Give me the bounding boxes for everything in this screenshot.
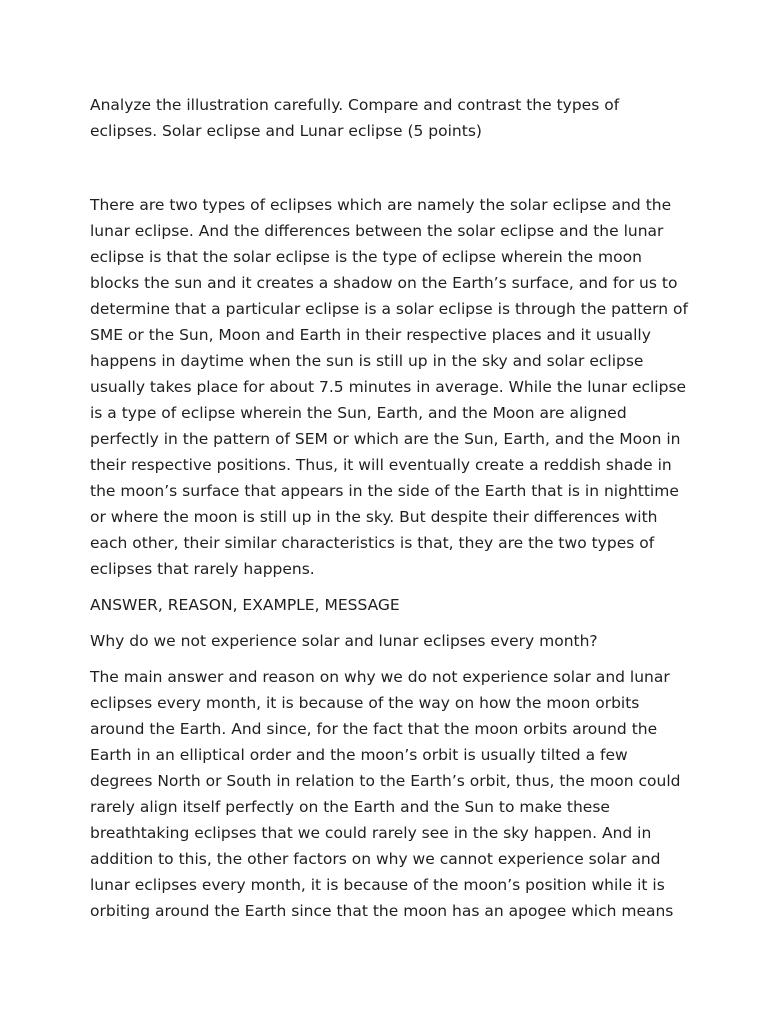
answer-paragraph-eclipse-frequency: The main answer and reason on why we do not experience solar and lunar eclipses every month, it is because of the way on how the moon orbits around the Earth. And since, for the fact that the moon orbits around the Earth in an elliptical order and the moon’s orbit is usually tilted a few degrees North or South in relation to the Earth’s orbit, thus, the moon could rarely align itself perfectly on the Earth and the Sun to make these breathtaking eclipses that we could rarely see in the sky happen. And in addition to this, the other factors on why we cannot experience solar and lunar eclipses every month, it is because of the moon’s position while it is orbiting around the Earth since that the moon has an apogee which means	[90, 668, 681, 920]
answer-paragraph-eclipse-types: There are two types of eclipses which are namely the solar eclipse and the lunar eclipse. And the differences between the solar eclipse and the lunar eclipse is that the solar eclipse is the type of eclipse wherein the moon blocks the sun and it creates a shadow on the Earth’s surface, and for us to determine that a particular eclipse is a solar eclipse is through the pattern of SME or the Sun, Moon and Earth in their respective places and it usually happens in daytime when the sun is still up in the sky and solar eclipse usually takes place for about 7.5 minutes in average. While the lunar eclipse is a type of eclipse wherein the Sun, Earth, and the Moon are aligned perfectly in the pattern of SEM or which are the Sun, Earth, and the Moon in their respective positions. Thus, it will eventually create a reddish shade in the moon’s surface that appears in the side of the Earth that is in nighttime or where the moon is still up in the sky. But despite their differences with each other, their similar characteristics is that, they are the two types of eclipses that rarely happens.	[90, 196, 688, 578]
question-prompt: Analyze the illustration carefully. Compare and contrast the types of eclipses. Solar eclipse and Lunar eclipse (5 points)	[90, 96, 620, 140]
document-page	[90, 92, 690, 924]
format-label: ANSWER, REASON, EXAMPLE, MESSAGE	[90, 596, 400, 614]
question-eclipse-frequency: Why do we not experience solar and lunar eclipses every month?	[90, 632, 598, 650]
